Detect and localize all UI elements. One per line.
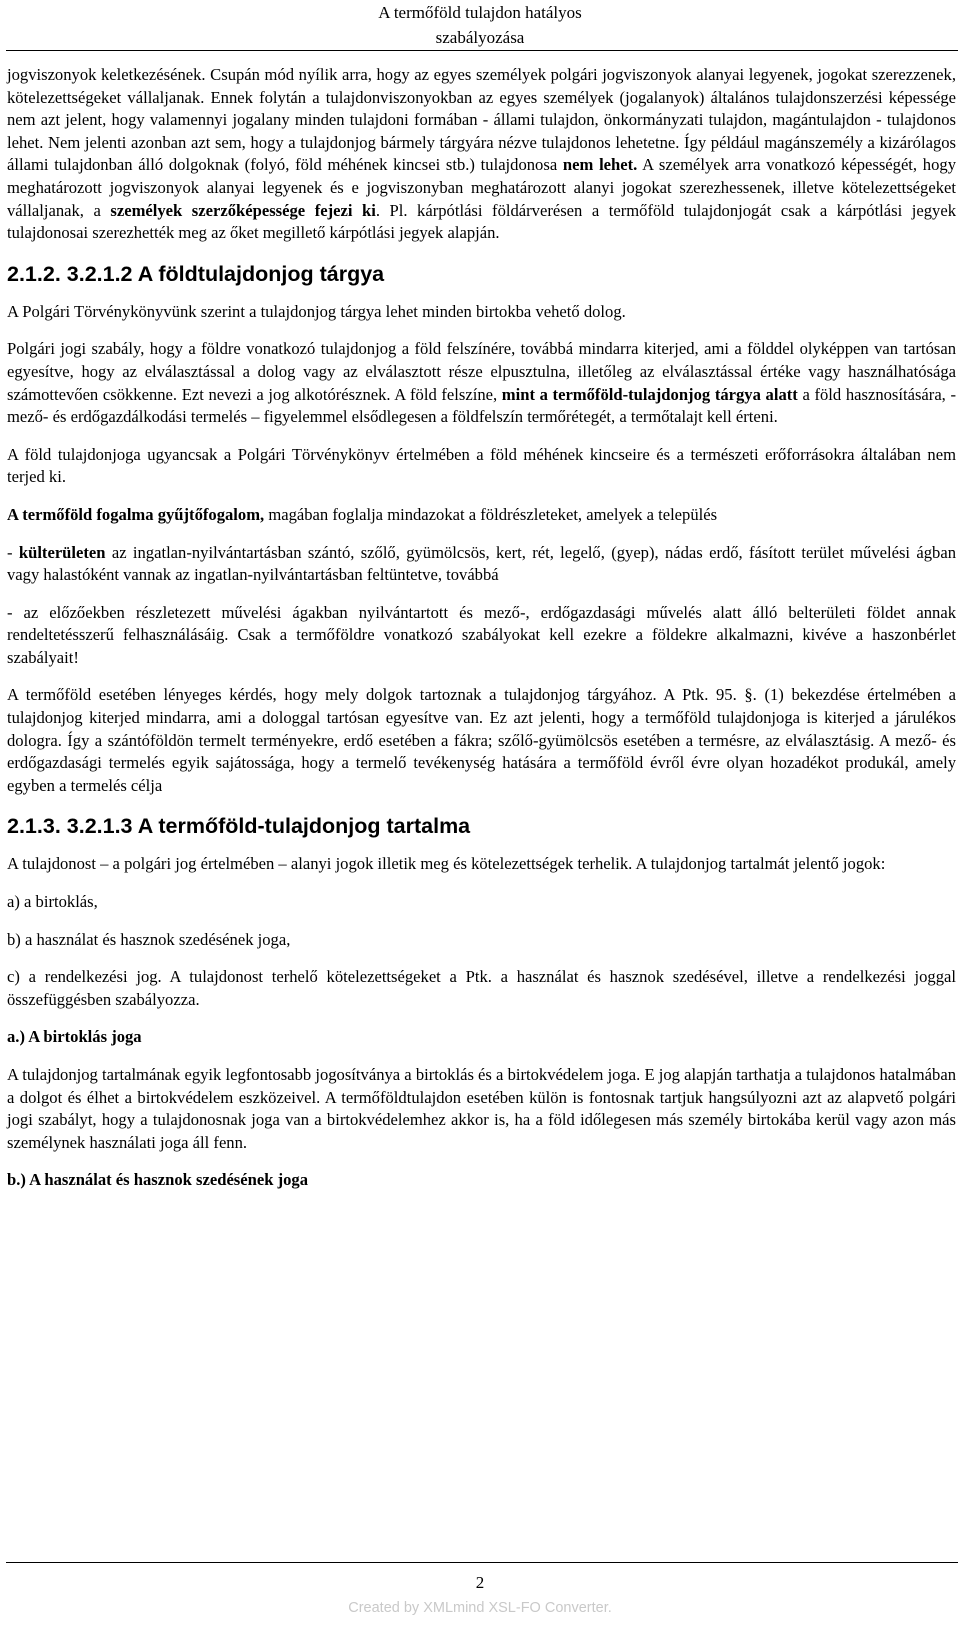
header-title-line-1: A termőföld tulajdon hatályos xyxy=(378,3,582,22)
page-number: 2 xyxy=(475,1573,485,1592)
converter-credit: Created by XMLmind XSL-FO Converter. xyxy=(348,1600,612,1616)
paragraph-ptk-object: A Polgári Törvénykönyvünk szerint a tulajdonjog tárgya lehet minden birtokba vehető dolog. xyxy=(7,301,626,321)
paragraph-collective-concept: A termőföld fogalma gyűjtőfogalom, magában foglalja mindazokat a földrészleteket, amelyek a település xyxy=(7,504,718,524)
header-divider xyxy=(6,50,958,51)
page-body xyxy=(7,64,956,1207)
list-item-b: b) a használat és hasznok szedésének joga, xyxy=(7,929,291,949)
section-heading-213: 2.1.3. 3.2.1.3 A termőföld-tulajdonjog tartalma xyxy=(7,814,471,839)
subheading-use-and-fruits: b.) A használat és hasznok szedésének joga xyxy=(7,1170,309,1190)
paragraph-possession: A tulajdonjog tartalmának egyik legfontosabb jogosítványa a birtoklás és a birtokvédelem joga. E jog alapján tarthatja a tulajdonos hatalmában a dolgot és élhet a birtokvédelem eszközeivel. A termőföldtulajdon esetében külön is fontosnak tartjuk hangsúlyozni azt az alapvető polgári jogi szabályt, hogy a tulajdonosnak joga van a birtokvédelemhez akkor is, ha a föld időlegesen más személy birtokába kerül vagy azon más személynek használati joga áll fenn. xyxy=(7,1065,956,1152)
emphasis-szerzokepesseg: személyek szerzőképessége fejezi ki xyxy=(110,200,376,220)
footer-divider xyxy=(6,1562,958,1563)
section-heading-212: 2.1.2. 3.2.1.2 A földtulajdonjog tárgya xyxy=(7,261,385,286)
emphasis-nem-lehet: nem lehet. xyxy=(562,155,638,175)
emphasis-gyujtofogalom: A termőföld fogalma gyűjtőfogalom, xyxy=(7,504,265,524)
paragraph-rights-intro: A tulajdonost – a polgári jog értelmében – alanyi jogok illetik meg és kötelezettségek terhelik. A tulajdonjog tartalmát jelentő jogok: xyxy=(7,854,886,874)
list-item-a: a) a birtoklás, xyxy=(7,892,98,912)
running-header xyxy=(0,0,960,50)
paragraph-belterulet: - az előzőekben részletezett művelési ágakban nyilvántartott és mező-, erdőgazdasági művelés alatt álló belterületi földet annak rendeltetésszerű felhasználásáig. Csak a termőföldre vonatkozó szabályokat kell ezekre a földekre alkalmazni, kivéve a haszonbérlet szabályait! xyxy=(7,602,956,667)
paragraph-natural-resources: A föld tulajdonjoga ugyancsak a Polgári Törvénykönyv értelmében a föld méhének kincseire és a természeti erőforrásokra általában nem terjed ki. xyxy=(7,444,956,487)
paragraph-legal-capacity: jogviszonyok keletkezésének. Csupán mód nyílik arra, hogy az egyes személyek polgári jogviszonyok alanyai legyenek, jogokat szerezzenek, kötelezettségeket vállaljanak. Ennek folytán a tulajdonviszonyokban az egyes személyek (jogalanyok) általános tulajdonszerzési képessége nem azt jelent, hogy valamennyi jogalany minden tulajdoni formában - állami tulajdon, önkormányzati tulajdon, magántulajdon - tulajdonos lehet. Nem jelenti azonban azt sem, hogy a tulajdonjog bármely tárgyára nézve tulajdonos lehetetne. Így például magánszemély a kizárólagos állami tulajdonban álló dolgoknak (folyó, föld méhének kincsei stb.) tulajdonosa nem lehet. A személyek arra vonatkozó képességét, hogy meghatározott jogviszonyok alanyai legyenek és e jogviszonyban meghatározott alanyi jogokat szerezhessenek, illetve kötelezettségeket vállaljanak, a személyek szerzőképessége fejezi ki. Pl. kárpótlási földárverésen a termőföld tulajdonjogát csak a kárpótlási jegyek tulajdonosai szerezhették meg az őket megillető kárpótlási jegyek alapján. xyxy=(7,65,956,243)
subheading-possession: a.) A birtoklás joga xyxy=(7,1027,142,1047)
paragraph-kulterulet: - külterületen az ingatlan-nyilvántartásban szántó, szőlő, gyümölcsös, kert, rét, legelő, (gyep), nádas erdő, fásított terület művelési ágban vagy halastóként vannak az ingatlan-nyilvántartásban feltüntetve, továbbá xyxy=(7,542,956,585)
header-title-line-2: szabályozása xyxy=(435,28,525,47)
list-item-c: c) a rendelkezési jog. A tulajdonost terhelő kötelezettségeket a Ptk. a használat és hasznok szedésével, illetve a rendelkezési joggal összefüggésben szabályozza. xyxy=(7,967,956,1009)
paragraph-accessory-things: A termőföld esetében lényeges kérdés, hogy mely dolgok tartoznak a tulajdonjog tárgyához. A Ptk. 95. §. (1) bekezdése értelmében a tulajdonjog kiterjed mindarra, ami a dologgal tartósan egyesítve van. Ez azt jelenti, hogy a termőföld tulajdonjoga is kiterjed a járulékos dologra. Így a szántóföldön termelt terményekre, erdő esetében a fákra; szőlő-gyümölcsös esetében a termésre, az elválasztásig. A mező- és erdőgazdasági termelés egyik sajátossága, hogy a termelő tevékenység hatására a termőföld évről évre olyan hozadékot produkál, amely egyben a termelés célja xyxy=(7,685,956,795)
paragraph-component-rule: Polgári jogi szabály, hogy a földre vonatkozó tulajdonjog a föld felszínére, továbbá mindarra kiterjed, ami a földdel olyképpen van tartósan egyesítve, hogy az elválasztással a dolog vagy az elválasztott része elpusztulna, illetőleg az elválasztással értéke vagy használhatósága számottevően csökkenne. Ezt nevezi a jog alkotórésznek. A föld felszíne, mint a termőföld-tulajdonjog tárgya alatt a föld hasznosítására, - mező- és erdőgazdálkodási termelés – figyelemmel elsődlegesen a földfelszín termőrétegét, a termőtalajt kell érteni. xyxy=(7,339,956,427)
emphasis-termofold-targya: mint a termőföld-tulajdonjog tárgya alatt xyxy=(501,384,798,404)
emphasis-kulteruleten: külterületen xyxy=(18,542,106,562)
